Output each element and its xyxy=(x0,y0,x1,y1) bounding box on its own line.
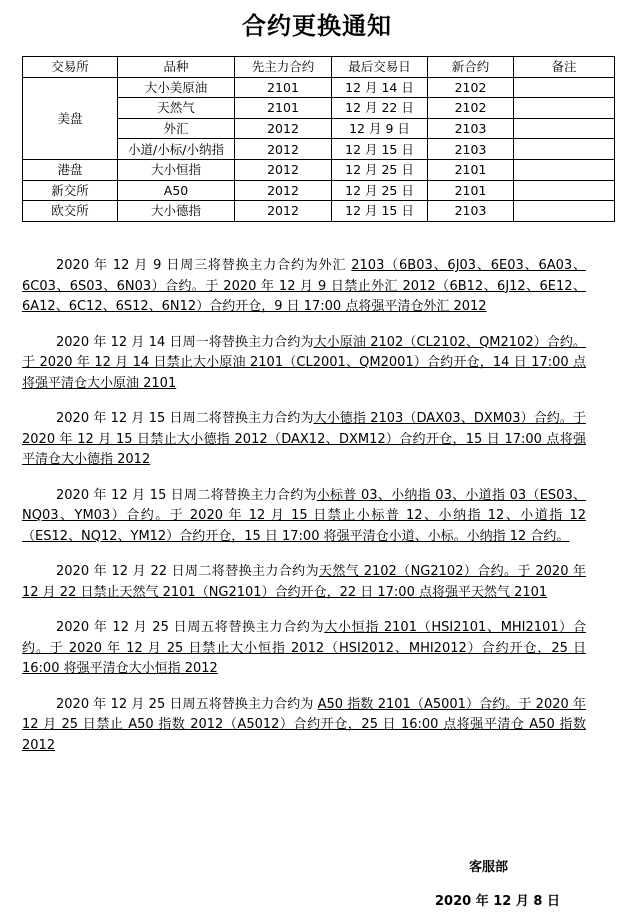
notice-body xyxy=(22,256,586,771)
note-cell xyxy=(514,77,615,98)
paragraph-text: 2020 年 12 月 14 日周一将替换主力合约为 xyxy=(56,334,314,350)
contract-rollover-table xyxy=(22,56,615,222)
note-cell xyxy=(514,180,615,201)
new-contract-cell: 2103 xyxy=(428,118,514,139)
new-contract-cell: 2103 xyxy=(428,201,514,222)
last-day-cell: 12 月 9 日 xyxy=(332,118,428,139)
last-day-cell: 12 月 15 日 xyxy=(332,139,428,160)
paragraph-underlined-text: 天然气 2102（NG2102）合约。于 2020 年 12 月 22 日禁止天然气 2101（NG2101）合约开仓，22 日 17:00 点将强平天然气 2101 xyxy=(22,564,586,600)
header-old-contract: 先主力合约 xyxy=(235,57,332,78)
page-title: 合约更换通知 xyxy=(242,12,392,40)
product-cell: A50 xyxy=(118,180,235,201)
exchange-cell: 美盘 xyxy=(23,77,118,159)
new-contract-cell: 2103 xyxy=(428,139,514,160)
paragraph-underlined-text: 2103（6B03、6J03、6E03、6A03、6C03、6S03、6N03）合约。于 2020 年 12 月 9 日禁止外汇 2012（6B12、6J12、6E12、6A12、6C12、6S12、6N12）合约开仓，9 日 17:00 点将强平清仓外汇 2012 xyxy=(22,258,586,314)
notice-paragraph xyxy=(22,618,586,680)
note-cell xyxy=(514,118,615,139)
paragraph-text: 2020 年 12 月 25 日周五将替换主力合约为 xyxy=(56,620,325,635)
header-note: 备注 xyxy=(514,57,615,78)
note-cell xyxy=(514,139,615,160)
header-last-trading-day: 最后交易日 xyxy=(332,57,428,78)
notice-paragraph xyxy=(22,562,586,603)
notice-paragraph xyxy=(22,409,586,471)
last-day-cell: 12 月 15 日 xyxy=(332,201,428,222)
new-contract-cell: 2101 xyxy=(428,159,514,180)
new-contract-cell: 2102 xyxy=(428,77,514,98)
table-row xyxy=(23,180,615,201)
product-cell: 大小德指 xyxy=(118,201,235,222)
paragraph-underlined-text: 大小德指 2103（DAX03、DXM03）合约。于 2020 年 12 月 15 日禁止大小德指 2012（DAX12、DXM12）合约开仓，15 日 17:00 点将强平清仓大小德指 2012 xyxy=(22,411,586,467)
old-contract-cell: 2101 xyxy=(235,77,332,98)
paragraph-text: 2020 年 12 月 15 日周二将替换主力合约为 xyxy=(56,487,317,503)
paragraph-underlined-text: 小标普 03、小纳指 03、小道指 03（ES03、NQ03、YM03）合约。于 2020 年 12 月 15 日禁止小标普 12、小纳指 12、小道指 12（ES12、NQ12、YM12）合约开仓，15 日 17:00 将强平清仓小道、小标。小纳指 12 合约。 xyxy=(22,487,586,544)
signature-department: 客服部 xyxy=(469,860,509,875)
note-cell xyxy=(514,159,615,180)
notice-paragraph xyxy=(22,486,586,548)
product-cell: 大小美原油 xyxy=(118,77,235,98)
last-day-cell: 12 月 22 日 xyxy=(332,98,428,119)
notice-paragraph xyxy=(22,333,586,395)
old-contract-cell: 2012 xyxy=(235,118,332,139)
signature-date: 2020 年 12 月 8 日 xyxy=(435,894,560,909)
exchange-cell: 港盘 xyxy=(23,159,118,180)
table-row xyxy=(23,77,615,98)
notice-paragraph xyxy=(22,256,586,318)
product-cell: 小道/小标/小纳指 xyxy=(118,139,235,160)
new-contract-cell: 2101 xyxy=(428,180,514,201)
old-contract-cell: 2012 xyxy=(235,180,332,201)
table-row xyxy=(23,201,615,222)
paragraph-text: 2020 年 12 月 9 日周三将替换主力合约为外汇 xyxy=(56,258,352,273)
paragraph-text: 2020 年 12 月 15 日周二将替换主力合约为 xyxy=(56,411,314,426)
new-contract-cell: 2102 xyxy=(428,98,514,119)
old-contract-cell: 2012 xyxy=(235,139,332,160)
notice-paragraph xyxy=(22,695,586,757)
header-new-contract: 新合约 xyxy=(428,57,514,78)
last-day-cell: 12 月 25 日 xyxy=(332,159,428,180)
note-cell xyxy=(514,98,615,119)
paragraph-underlined-text: A50 指数 2101（A5001）合约。于 2020 年 12 月 25 日禁止 A50 指数 2012（A5012）合约开仓，25 日 16:00 点将强平清仓 A50 指数 2012 xyxy=(22,696,586,753)
paragraph-text: 2020 年 12 月 25 日周五将替换主力合约为 xyxy=(56,696,318,712)
header-exchange: 交易所 xyxy=(23,57,118,78)
old-contract-cell: 2012 xyxy=(235,201,332,222)
product-cell: 外汇 xyxy=(118,118,235,139)
table-row xyxy=(23,159,615,180)
product-cell: 天然气 xyxy=(118,98,235,119)
note-cell xyxy=(514,201,615,222)
exchange-cell: 新交所 xyxy=(23,180,118,201)
table-header-row xyxy=(23,57,615,78)
header-product: 品种 xyxy=(118,57,235,78)
paragraph-underlined-text: 大小恒指 2101（HSI2101、MHI2101）合约。于 2020 年 12 月 25 日禁止大小恒指 2012（HSI2012、MHI2012）合约开仓，25 日 16:00 将强平清仓大小恒指 2012 xyxy=(22,620,586,676)
last-day-cell: 12 月 25 日 xyxy=(332,180,428,201)
last-day-cell: 12 月 14 日 xyxy=(332,77,428,98)
exchange-cell: 欧交所 xyxy=(23,201,118,222)
paragraph-text: 2020 年 12 月 22 日周二将替换主力合约为 xyxy=(56,564,319,579)
old-contract-cell: 2101 xyxy=(235,98,332,119)
old-contract-cell: 2012 xyxy=(235,159,332,180)
paragraph-underlined-text: 大小原油 2102（CL2102、QM2102）合约。于 2020 年 12 月 14 日禁止大小原油 2101（CL2001、QM2001）合约开仓，14 日 17:00 点将强平清仓大小原油 2101 xyxy=(22,334,586,391)
product-cell: 大小恒指 xyxy=(118,159,235,180)
